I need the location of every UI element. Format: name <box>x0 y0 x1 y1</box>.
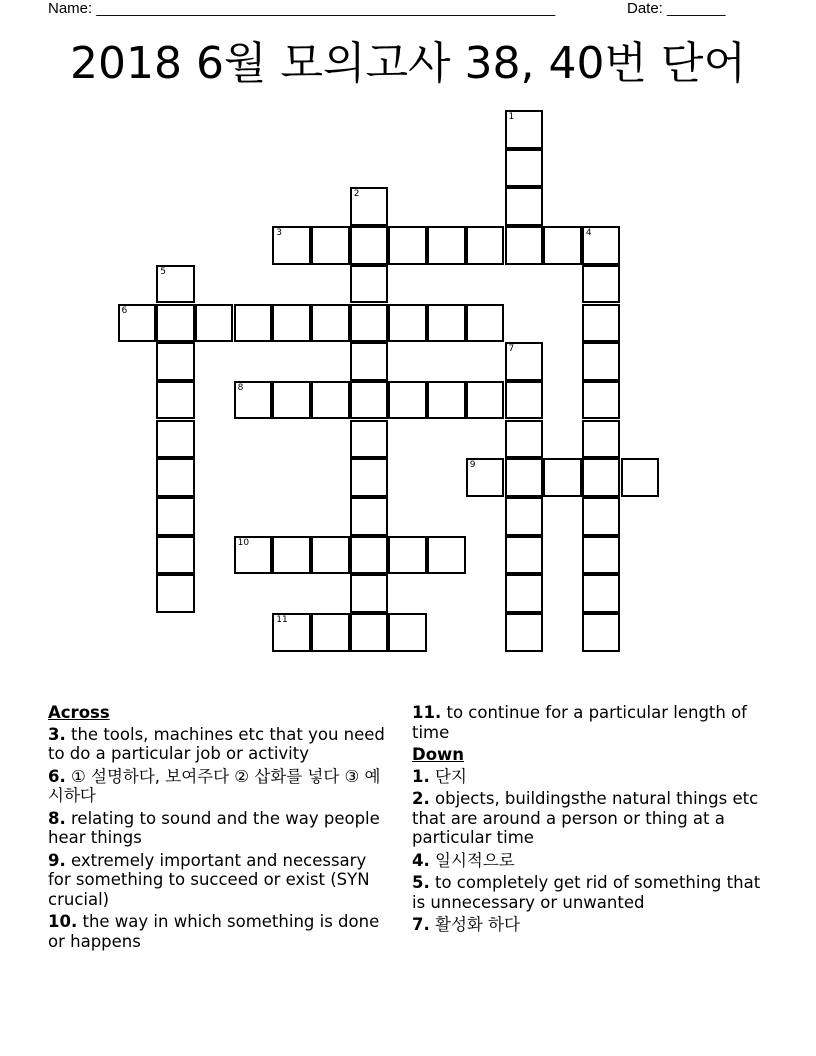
grid-cell[interactable] <box>118 304 157 343</box>
grid-cell[interactable] <box>234 536 273 575</box>
grid-cell[interactable] <box>156 574 195 613</box>
clue-across-8: 8. relating to sound and the way people hear things <box>48 808 380 847</box>
grid-cell[interactable] <box>505 536 544 575</box>
grid-cell[interactable] <box>388 226 427 265</box>
down-heading: Down <box>412 745 465 764</box>
clue-down-7: 7. 활성화 하다 <box>412 915 520 934</box>
grid-cell[interactable] <box>582 613 621 652</box>
clues-right-column <box>412 703 768 938</box>
name-field-label: Name: _______________________________________________________ <box>48 0 556 17</box>
grid-cell[interactable] <box>505 342 544 381</box>
grid-cell[interactable] <box>350 536 389 575</box>
clue-across-11: 11. to continue for a particular length of time <box>412 703 747 742</box>
grid-cell[interactable] <box>350 265 389 304</box>
grid-cell[interactable] <box>272 226 311 265</box>
grid-cell[interactable] <box>582 536 621 575</box>
clue-down-2: 2. objects, buildingsthe natural things etc that are around a person or thing at a particular time <box>412 789 759 847</box>
grid-cell[interactable] <box>505 497 544 536</box>
clue-across-3: 3. the tools, machines etc that you need to do a particular job or activity <box>48 724 385 763</box>
clue-number-label: 2 <box>353 189 360 200</box>
grid-cell[interactable] <box>350 187 389 226</box>
grid-cell[interactable] <box>388 304 427 343</box>
grid-cell[interactable] <box>582 574 621 613</box>
grid-cell[interactable] <box>505 110 544 149</box>
grid-cell[interactable] <box>582 381 621 420</box>
grid-cell[interactable] <box>350 574 389 613</box>
page-title: 2018 6월 모의고사 38, 40번 단어 <box>70 38 746 89</box>
clue-number-label: 9 <box>469 460 476 471</box>
grid-cell[interactable] <box>350 342 389 381</box>
grid-cell[interactable] <box>505 381 544 420</box>
grid-cell[interactable] <box>466 458 505 497</box>
clue-number-label: 10 <box>237 537 250 548</box>
grid-cell[interactable] <box>156 304 195 343</box>
grid-cell[interactable] <box>156 497 195 536</box>
grid-cell[interactable] <box>427 226 466 265</box>
date-field-label: Date: _______ <box>627 0 726 17</box>
grid-cell[interactable] <box>582 420 621 459</box>
grid-cell[interactable] <box>505 613 544 652</box>
grid-cell[interactable] <box>582 342 621 381</box>
clue-number-label: 11 <box>276 615 288 626</box>
grid-cell[interactable] <box>621 458 660 497</box>
clue-across-9: 9. extremely important and necessary for something to succeed or exist (SYN crucial) <box>48 850 370 909</box>
grid-cell[interactable] <box>505 149 544 188</box>
grid-cell[interactable] <box>350 381 389 420</box>
clues-left-column <box>48 703 393 954</box>
grid-cell[interactable] <box>156 381 195 420</box>
across-heading: Across <box>48 703 110 722</box>
clue-number-label: 6 <box>121 305 128 316</box>
grid-cell[interactable] <box>234 381 273 420</box>
clue-number-label: 3 <box>276 228 283 239</box>
grid-cell[interactable] <box>350 458 389 497</box>
grid-cell[interactable] <box>350 304 389 343</box>
grid-cell[interactable] <box>466 226 505 265</box>
grid-cell[interactable] <box>311 226 350 265</box>
grid-cell[interactable] <box>505 420 544 459</box>
grid-cell[interactable] <box>505 226 544 265</box>
grid-cell[interactable] <box>311 304 350 343</box>
across-clue-list <box>48 725 393 952</box>
grid-cell[interactable] <box>388 613 427 652</box>
grid-cell[interactable] <box>466 304 505 343</box>
clue-number-label: 1 <box>508 112 515 122</box>
down-clue-list <box>412 767 768 935</box>
grid-cell[interactable] <box>582 226 621 265</box>
grid-cell[interactable] <box>311 613 350 652</box>
grid-cell[interactable] <box>311 381 350 420</box>
grid-cell[interactable] <box>427 304 466 343</box>
grid-cell[interactable] <box>427 381 466 420</box>
grid-cell[interactable] <box>156 420 195 459</box>
grid-cell[interactable] <box>350 420 389 459</box>
grid-cell[interactable] <box>466 381 505 420</box>
grid-cell[interactable] <box>582 304 621 343</box>
grid-cell[interactable] <box>543 226 582 265</box>
grid-cell[interactable] <box>582 458 621 497</box>
clue-across-10: 10. the way in which something is done or happens <box>48 912 380 951</box>
clue-down-1: 1. 단지 <box>412 766 467 786</box>
clue-across-6: 6. ① 설명하다, 보여주다 ② 삽화를 넣다 ③ 예시하다 <box>48 766 381 805</box>
grid-cell[interactable] <box>272 304 311 343</box>
grid-cell[interactable] <box>505 187 544 226</box>
grid-cell[interactable] <box>582 265 621 304</box>
grid-cell[interactable] <box>388 536 427 575</box>
grid-cell[interactable] <box>272 381 311 420</box>
grid-cell[interactable] <box>427 536 466 575</box>
clue-down-4: 4. 일시적으로 <box>412 850 515 870</box>
grid-cell[interactable] <box>156 265 195 304</box>
clue-number-label: 5 <box>160 266 166 277</box>
grid-cell[interactable] <box>272 536 311 575</box>
clue-number-label: 4 <box>585 228 592 239</box>
grid-cell[interactable] <box>156 342 195 381</box>
grid-cell[interactable] <box>311 536 350 575</box>
grid-cell[interactable] <box>156 536 195 575</box>
clue-down-5: 5. to completely get rid of something that is unnecessary or unwanted <box>412 873 761 912</box>
grid-cell[interactable] <box>543 458 582 497</box>
grid-cell[interactable] <box>350 226 389 265</box>
grid-cell[interactable] <box>156 458 195 497</box>
grid-cell[interactable] <box>350 497 389 536</box>
grid-cell[interactable] <box>350 613 389 652</box>
grid-cell[interactable] <box>505 458 544 497</box>
grid-cell[interactable] <box>272 613 311 652</box>
grid-cell[interactable] <box>195 304 234 343</box>
grid-cell[interactable] <box>505 574 544 613</box>
clue-number-label: 7 <box>508 344 515 355</box>
clue-number-label: 8 <box>237 382 244 393</box>
grid-cell[interactable] <box>388 381 427 420</box>
grid-cell[interactable] <box>234 304 273 343</box>
grid-cell[interactable] <box>582 497 621 536</box>
